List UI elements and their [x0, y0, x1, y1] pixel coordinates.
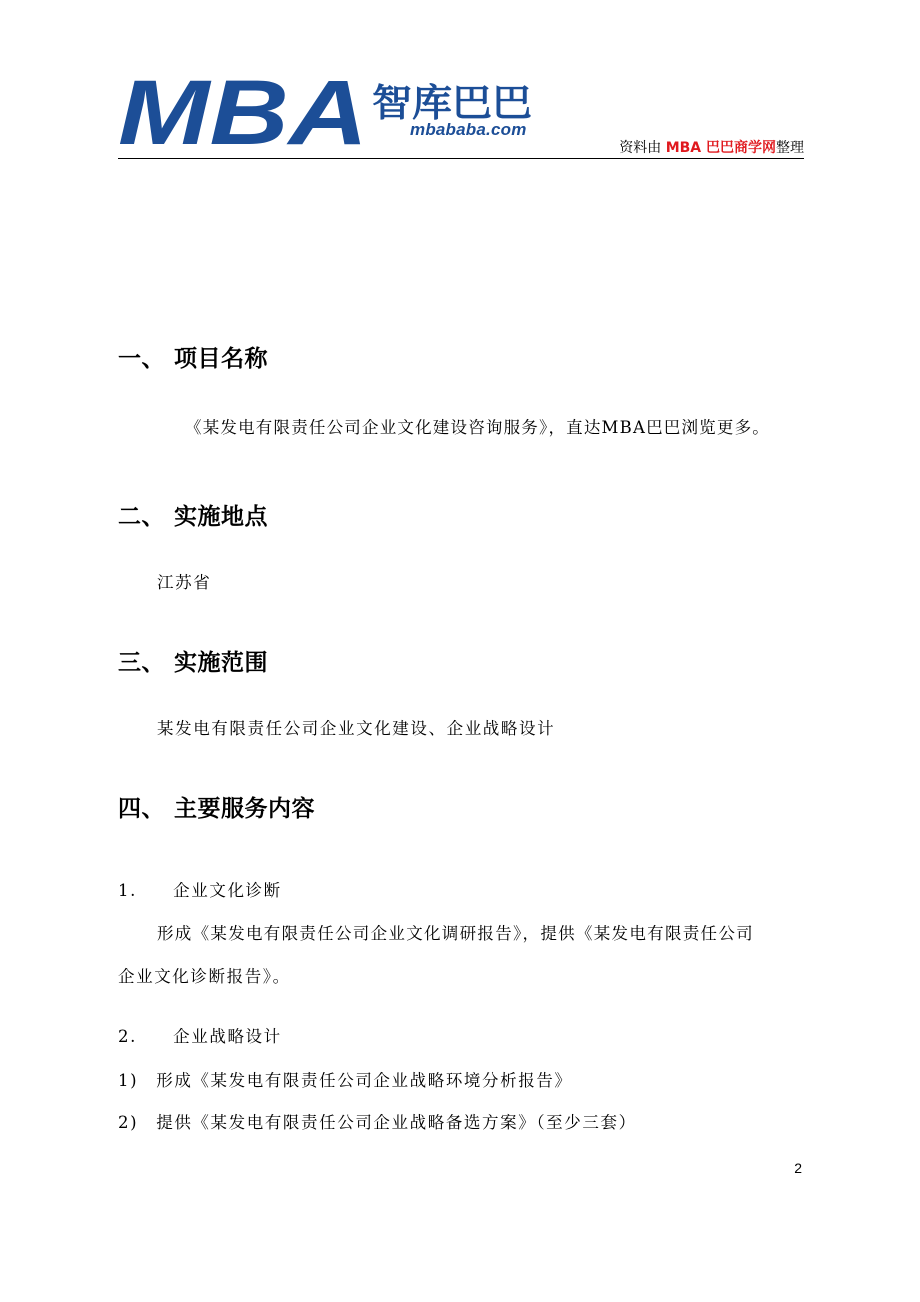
section-title: 项目名称: [174, 346, 268, 372]
project-name-text: 《某发电有限责任公司企业文化建设咨询服务》，直达MBA巴巴浏览更多。: [185, 418, 770, 437]
note-suffix: 整理: [776, 140, 804, 156]
location-text: 江苏省: [157, 573, 212, 592]
header-source-note: [619, 137, 804, 157]
note-highlight: MBA 巴巴商学网: [665, 140, 776, 156]
logo-mba-text: MBA: [118, 72, 368, 156]
scope-text: 某发电有限责任公司企业文化建设、企业战略设计: [157, 719, 556, 738]
page-number: 2: [794, 1160, 802, 1176]
note-prefix: 资料由: [619, 140, 666, 156]
logo-cn-text: 智库巴巴: [372, 81, 532, 125]
mba-logo: [118, 72, 538, 156]
section-number: 一、: [118, 346, 165, 372]
item1-text-line1: 形成《某发电有限责任公司企业文化调研报告》，提供《某发电有限责任公司: [157, 924, 754, 943]
item2-sub2: 2) 提供《某发电有限责任公司企业战略备选方案》（至少三套）: [118, 1113, 637, 1132]
section-title: 实施范围: [174, 650, 268, 676]
section-number: 三、: [118, 650, 165, 676]
section-heading-2: [118, 498, 268, 531]
section-number: 二、: [118, 504, 165, 530]
section-heading-3: [118, 644, 268, 677]
item1-title: 1. 企业文化诊断: [118, 881, 282, 900]
section-heading-4: [118, 790, 315, 823]
item1-text-line2: 企业文化诊断报告》。: [118, 967, 291, 986]
section-title: 实施地点: [174, 504, 268, 530]
page-header: [118, 66, 804, 160]
section-heading-1: [118, 340, 268, 373]
section-title: 主要服务内容: [174, 796, 315, 822]
header-rule: [118, 158, 804, 159]
section-number: 四、: [118, 796, 165, 822]
item2-sub1: 1) 形成《某发电有限责任公司企业战略环境分析报告》: [118, 1071, 573, 1090]
logo-url: mbababa.com: [410, 120, 527, 139]
item2-title: 2. 企业战略设计: [118, 1027, 282, 1046]
